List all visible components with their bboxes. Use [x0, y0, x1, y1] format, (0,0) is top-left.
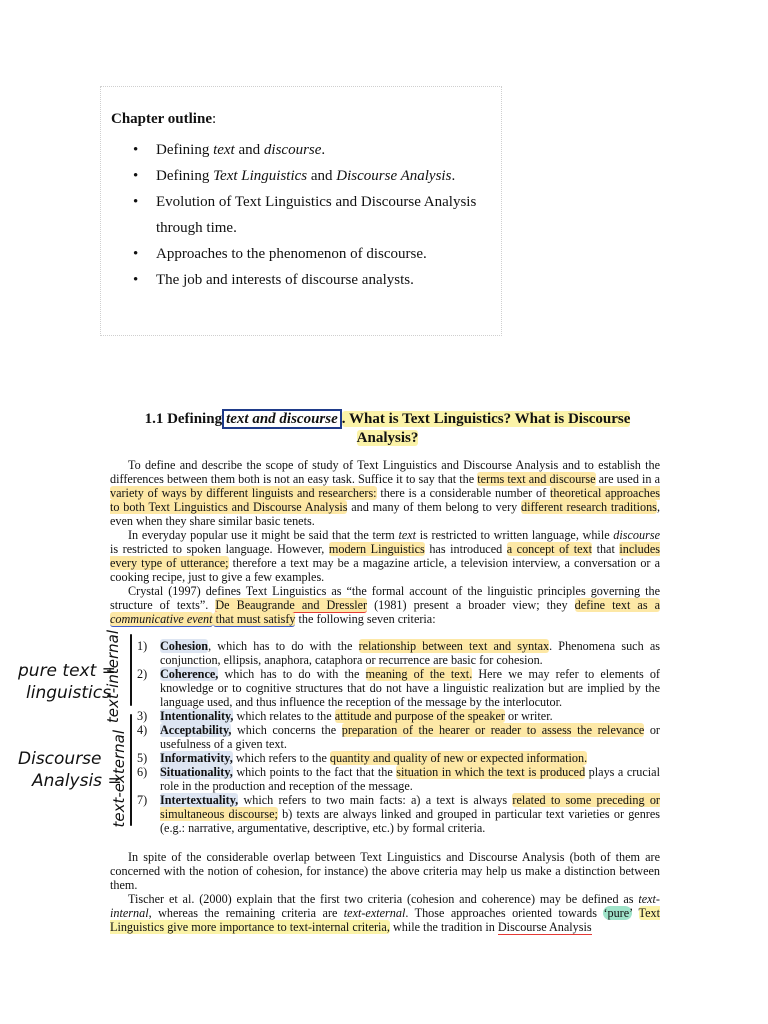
heading-number: 1.1 [144, 411, 164, 427]
outline-item: • Defining Text Linguistics and Discourse Analysis. [101, 163, 496, 189]
margin-note-pure-text: pure text = linguistics [18, 661, 116, 703]
outline-item: • Defining text and discourse. [101, 137, 496, 163]
criterion-item: 7) Intertextuality, which refers to two main facts: a) a text is always related to some preceding or simultaneous discourse; b) texts are always linked and grouped in particular text varieties or genres (e.g.: narrative, argumentative, descriptive, etc.) by formal criteria. [137, 793, 661, 835]
paragraph-3: Crystal (1997) defines Text Linguistics as “the formal account of the linguistic principles governing the structure of texts”. De Beaugrande and Dressler (1981) present a broader view; they define text as a communicative event that must satisfy the following seven criteria: [110, 584, 661, 626]
outline-list [101, 137, 496, 293]
criterion-item: 5) Informativity, which refers to the quantity and quality of new or expected information. [137, 751, 588, 765]
paragraph-4: In spite of the considerable overlap between Text Linguistics and Discourse Analysis (both of them are concerned with the notion of cohesion, for instance) the above criteria may help us make a distinction between them. [110, 850, 660, 892]
paragraph-5: Tischer et al. (2000) explain that the first two criteria (cohesion and coherence) may be defined as text-internal, whereas the remaining criteria are text-external. Those approaches oriented towards ‘pure’ Text Linguistics give more importance to text-internal criteria, while the tradition in Discourse Analysis [110, 892, 660, 934]
outline-title-colon: : [211, 111, 217, 127]
heading-word: Defining [167, 411, 223, 427]
paragraph-1: To define and describe the scope of study of Text Linguistics and Discourse Analysis and to establish the differences between them both is not an easy task. Suffice it to say that the terms text and discourse are used in a variety of ways by different linguists and researchers: there is a considerable number of theoretical approaches to both Text Linguistics and Discourse Analysis and many of them belong to very different research traditions, even when they share similar basic tenets. [110, 458, 661, 528]
criterion-item: 6) Situationality, which points to the fact that the situation in which the text is produced plays a crucial role in the production and reception of the message. [137, 765, 660, 793]
margin-note-text-internal: text-internal [104, 630, 122, 724]
outline-item: • The job and interests of discourse analysts. [101, 267, 496, 293]
margin-note-text-external: text-external [110, 730, 128, 828]
outline-title-text: Chapter outline [111, 111, 212, 127]
criterion-item: 4) Acceptability, which concerns the preparation of the hearer or reader to assess the relevance or usefulness of a given text. [137, 723, 660, 751]
criteria-list [110, 639, 660, 835]
criterion-item: 1) Cohesion, which has to do with the relationship between text and syntax. Phenomena such as conjunction, ellipsis, anaphora, cataphora or recurrence are basic for cohesion. [137, 639, 660, 667]
section-heading [110, 410, 665, 448]
outline-item: • Evolution of Text Linguistics and Discourse Analysis through time. [101, 189, 496, 241]
brace-text-external [130, 714, 132, 826]
margin-note-discourse-analysis: Discourse Analysis = [18, 749, 122, 791]
heading-rest-line2: Analysis? [356, 430, 419, 446]
heading-rest: . What is Text Linguistics? What is Discourse [341, 411, 631, 427]
outline-item: • Approaches to the phenomenon of discourse. [101, 241, 496, 267]
closing-paragraphs [110, 850, 660, 934]
body-paragraphs [110, 458, 660, 626]
outline-title [111, 111, 216, 128]
paragraph-2: In everyday popular use it might be said that the term text is restricted to written language, while discourse is restricted to spoken language. However, modern Linguistics has introduced a concept of text that includes every type of utterance; therefore a text may be a magazine article, a television interview, a conversation or a cooking recipe, just to give a few examples. [110, 528, 660, 584]
heading-boxed-text: text and discourse [222, 409, 342, 429]
brace-text-internal [130, 634, 132, 706]
criterion-item: 2) Coherence, which has to do with the meaning of the text. Here we may refer to elements of knowledge or to cognitive structures that do not have a linguistic realization but are implied by the language used, and thus influence the reception of the message by the interlocutor. [137, 667, 660, 709]
chapter-outline-box [100, 86, 502, 336]
criterion-item: 3) Intentionality, which relates to the attitude and purpose of the speaker or writer. [137, 709, 553, 723]
